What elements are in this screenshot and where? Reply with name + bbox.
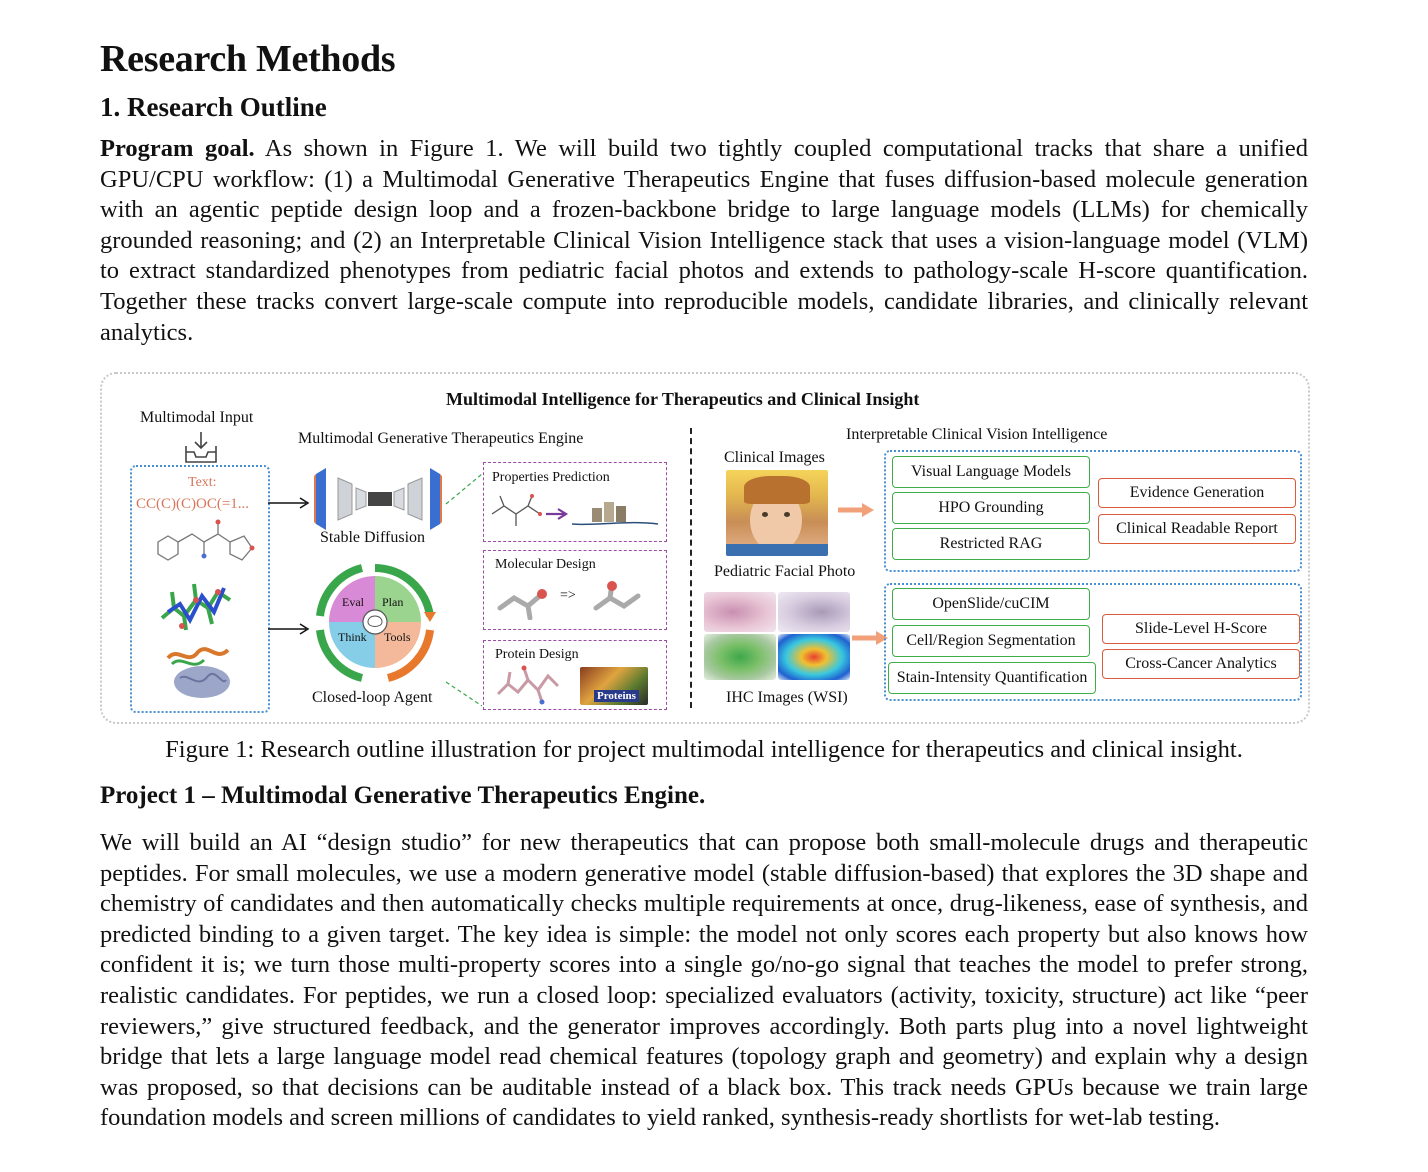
agent-think-label: Think: [338, 630, 367, 644]
ihc-image-4: [778, 634, 850, 680]
stain-intensity-quantification-box: Stain-Intensity Quantification: [888, 662, 1096, 694]
clinical-vision-title: Interpretable Clinical Vision Intelligence: [846, 426, 1108, 443]
visual-language-models-box: Visual Language Models: [892, 456, 1090, 488]
inbox-icon: [182, 430, 220, 466]
hpo-grounding-box: HPO Grounding: [892, 492, 1090, 524]
section-title: Research Methods: [100, 38, 396, 80]
protein-structure-icon: [158, 642, 242, 702]
openslide-cucim-box: OpenSlide/cuCIM: [892, 588, 1090, 620]
engine-title: Multimodal Generative Therapeutics Engine: [298, 430, 584, 447]
clinical-images-label: Clinical Images: [724, 449, 825, 466]
ihc-image-2: [778, 592, 850, 632]
connector-lines: [440, 470, 486, 710]
design-arrow-text: =>: [560, 588, 576, 603]
pediatric-facial-photo-label: Pediatric Facial Photo: [714, 563, 856, 580]
peptide-icon: [494, 664, 564, 706]
molecular-design-label: Molecular Design: [495, 557, 596, 572]
project1-title: Project 1 – Multimodal Generative Therapeutics Engine.: [100, 782, 706, 809]
closed-loop-agent-wheel: [304, 556, 446, 688]
multimodal-input-label: Multimodal Input: [140, 409, 254, 426]
ihc-image-1: [704, 592, 776, 632]
goal-lead: Program goal.: [100, 135, 255, 162]
clinical-readable-report-box: Clinical Readable Report: [1098, 514, 1296, 544]
agent-plan-label: Plan: [382, 595, 404, 609]
smiles-string: CC(C)(C)OC(=1...: [136, 496, 250, 512]
figure-divider: [690, 428, 692, 708]
molecule-2d-icon: [148, 516, 262, 574]
goal-text: As shown in Figure 1. We will build two tightly coupled computational tracks that share a unified GPU/CPU workflow: (1) a Multimodal Generative Therapeutics Engine that fuses diffusion-based molecule generation with an agentic peptide design loop and a frozen-backbone bridge to large language models (LLMs) for chemically grounded reasoning; and (2) an Interpretable Clinical Vision Intelligence stack that uses a vision-language model (VLM) to extract standardized phenotypes from pediatric facial photos and extends to pathology-scale H-score quantification. Together these tracks convert large-scale compute into reproducible models, candidate libraries, and clinically relevant analytics.: [100, 135, 1308, 346]
agent-tools-label: Tools: [384, 630, 411, 644]
ihc-image-3: [704, 634, 776, 680]
properties-prediction-label: Properties Prediction: [492, 470, 610, 485]
evidence-generation-box: Evidence Generation: [1098, 478, 1296, 508]
cell-region-segmentation-box: Cell/Region Segmentation: [892, 625, 1090, 657]
pediatric-face-photo: [726, 470, 828, 556]
molecule-3d-icon: [156, 578, 240, 634]
stable-diffusion-label: Stable Diffusion: [320, 529, 426, 546]
text-input-label: Text:: [188, 475, 217, 490]
slide-level-h-score-box: Slide-Level H-Score: [1102, 614, 1300, 644]
figure-caption: Figure 1: Research outline illustration for project multimodal intelligence for therapeutics and clinical insight.: [165, 736, 1243, 763]
proteins-tag: Proteins: [594, 690, 639, 702]
agent-eval-label: Eval: [342, 595, 364, 609]
clinical-arrow-1: [836, 500, 876, 520]
property-molecule-icon: [488, 492, 660, 532]
cross-cancer-analytics-box: Cross-Cancer Analytics: [1102, 649, 1300, 679]
stable-diffusion-icon: [312, 466, 444, 532]
page-body: [100, 36, 1308, 348]
subsection-title: 1. Research Outline: [100, 92, 327, 122]
restricted-rag-box: Restricted RAG: [892, 528, 1090, 560]
protein-design-label: Protein Design: [495, 647, 579, 662]
project1-paragraph: We will build an AI “design studio” for new therapeutics that can propose both small-molecule drugs and therapeutic peptides. For small molecules, we use a modern generative model (stable diffusion-based) that explores the 3D shape and chemistry of candidates and then automatically checks multiple requirements at once, drug-likeness, ease of synthesis, and predicted binding to a given target. The key idea is simple: the model not only scores each property but also knows how confident it is; we turn those multi-property scores into a single go/no-go signal that teaches the model to prefer strong, realistic candidates. For peptides, we run a closed loop: specialized evaluators (activity, toxicity, structure) act like “peer reviewers,” give structured feedback, and the generator improves accordingly. Both parts plug into a novel lightweight bridge that lets a large language model read chemical features (topology graph and geometry) and explain why a design was proposed, so that decisions can be auditable instead of a black box. This track needs GPUs because we train large foundation models and screen millions of candidates to yield ranked, synthesis-ready shortlists for wet-lab testing.: [100, 829, 1308, 1132]
program-goal-paragraph: [100, 134, 1308, 348]
ihc-images-label: IHC Images (WSI): [726, 689, 848, 706]
closed-loop-agent-label: Closed-loop Agent: [312, 689, 433, 706]
input-arrow-1: [268, 496, 312, 510]
figure-title: Multimodal Intelligence for Therapeutics and Clinical Insight: [446, 389, 920, 409]
